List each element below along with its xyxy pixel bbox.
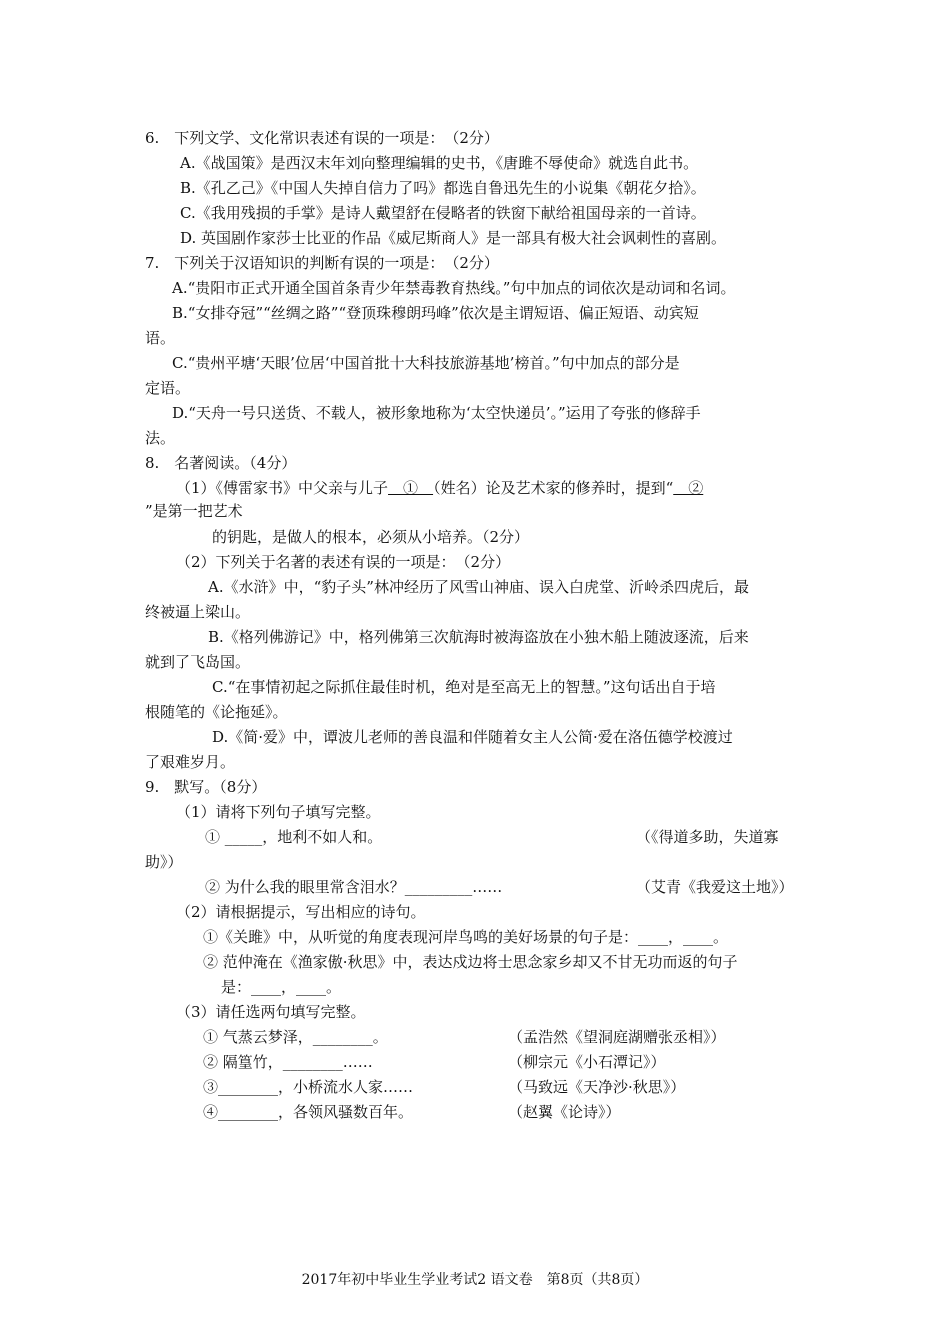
q6-option-c: C.《我用残损的手掌》是诗人戴望舒在侵略者的铁窗下献给祖国母亲的一首诗。 xyxy=(180,204,706,222)
q9-section2: （2）请根据提示，写出相应的诗句。 xyxy=(176,903,426,921)
q9-s2-item1: ①《关雎》中，从听觉的角度表现河岸鸟鸣的美好场景的句子是：____，____。 xyxy=(203,928,729,946)
q8-part2-stem: （2）下列关于名著的表述有误的一项是： （2分） xyxy=(176,553,511,571)
q9-s1-item1: ① _____，地利不如人和。 xyxy=(205,828,383,846)
q8-part1-text-a: （1）《傅雷家书》中父亲与儿子 xyxy=(176,479,389,497)
q9-s3-item4-source: （赵翼《论诗》） xyxy=(508,1103,621,1121)
q8-option-b-cont: 就到了飞岛国。 xyxy=(145,653,251,671)
q8-option-d-cont: 了艰难岁月。 xyxy=(145,753,236,771)
page-footer: 2017年初中毕业生学业考试2 语文卷 第8页（共8页） xyxy=(301,1272,649,1288)
q9-s3-item4: ④________，各领风骚数百年。 xyxy=(203,1103,414,1121)
q9-s1-item2: ② 为什么我的眼里常含泪水？_________…… xyxy=(205,878,503,896)
q9-s1-item1-source-cont: 助》） xyxy=(145,853,183,871)
q7-option-b: B.“女排夺冠”“丝绸之路”“登顶珠穆朗玛峰”依次是主谓短语、偏正短语、动宾短 xyxy=(172,304,699,322)
q8-stem: 8. 名著阅读。（4分） xyxy=(145,454,297,472)
q9-s3-item2-source: （柳宗元《小石潭记》） xyxy=(508,1053,666,1071)
q9-s3-item1-source: （孟浩然《望洞庭湖赠张丞相》） xyxy=(508,1028,726,1046)
q9-stem: 9. 默写。（8分） xyxy=(145,778,267,796)
q8-part1 xyxy=(176,477,703,499)
q9-s3-item3: ③________，小桥流水人家…… xyxy=(203,1078,414,1096)
q6-option-a: A.《战国策》是西汉末年刘向整理编辑的史书，《唐雎不辱使命》就选自此书。 xyxy=(180,154,699,172)
q8-option-d: D.《简·爱》中，谭波儿老师的善良温和伴随着女主人公简·爱在洛伍德学校渡过 xyxy=(212,728,733,746)
q7-option-a: A.“贵阳市正式开通全国首条青少年禁毒教育热线。”句中加点的词依次是动词和名词。 xyxy=(172,279,736,297)
q7-option-d-cont: 法。 xyxy=(145,429,176,447)
q9-s2-item2: ② 范仲淹在《渔家傲·秋思》中，表达戍边将士思念家乡却又不甘无功而返的句子 xyxy=(203,953,738,971)
q8-blank-2[interactable]: ② xyxy=(673,479,704,497)
q9-s2-item2-cont: 是：____，____。 xyxy=(221,978,342,996)
q6-option-d: D. 英国剧作家莎士比亚的作品《威尼斯商人》是一部具有极大社会讽刺性的喜剧。 xyxy=(180,229,727,247)
q9-s1-item1-source: （《得道多助，失道寡 xyxy=(636,828,779,846)
q9-section3: （3）请任选两句填写完整。 xyxy=(176,1003,366,1021)
q7-option-c-cont: 定语。 xyxy=(145,379,191,397)
q7-option-b-cont: 语。 xyxy=(145,329,176,347)
q9-s3-item3-source: （马致远《天净沙·秋思》） xyxy=(508,1078,686,1096)
q8-blank-1[interactable]: ① xyxy=(388,479,434,497)
q6-stem: 6. 下列文学、文化常识表述有误的一项是： （2分） xyxy=(145,129,499,147)
q8-option-b: B.《格列佛游记》中，格列佛第三次航海时被海盗放在小独木船上随波逐流，后来 xyxy=(208,628,749,646)
q7-stem: 7. 下列关于汉语知识的判断有误的一项是： （2分） xyxy=(145,254,499,272)
q8-option-a-cont: 终被逼上梁山。 xyxy=(145,603,251,621)
q7-option-c: C.“贵州平塘‘天眼’位居‘中国首批十大科技旅游基地’榜首。”句中加点的部分是 xyxy=(172,354,680,372)
q8-part1-text-c: ”是第一把艺术 xyxy=(145,502,243,520)
q8-option-c-cont: 根随笔的《论拖延》。 xyxy=(145,703,288,721)
q6-option-b: B.《孔乙己》《中国人失掉自信力了吗》都选自鲁迅先生的小说集《朝花夕拾》。 xyxy=(180,179,706,197)
q9-s3-item1: ① 气蒸云梦泽，________。 xyxy=(203,1028,388,1046)
q8-option-a: A.《水浒》中，“豹子头”林冲经历了风雪山神庙、误入白虎堂、沂岭杀四虎后，最 xyxy=(208,578,749,596)
q7-option-d: D.“天舟一号只送货、不载人，被形象地称为‘太空快递员’。”运用了夸张的修辞手 xyxy=(172,404,701,422)
q8-option-c: C.“在事情初起之际抓住最佳时机，绝对是至高无上的智慧。”这句话出自于培 xyxy=(212,678,716,696)
q8-part1-text-b: （姓名）论及艺术家的修养时，提到“ xyxy=(433,479,674,497)
q8-part1-text-d: 的钥匙，是做人的根本，必须从小培养。（2分） xyxy=(212,528,530,546)
q9-s1-item2-source: （艾青《我爱这土地》） xyxy=(636,878,794,896)
q9-s3-item2: ② 隔篁竹，________…… xyxy=(203,1053,373,1071)
q9-section1: （1）请将下列句子填写完整。 xyxy=(176,803,381,821)
